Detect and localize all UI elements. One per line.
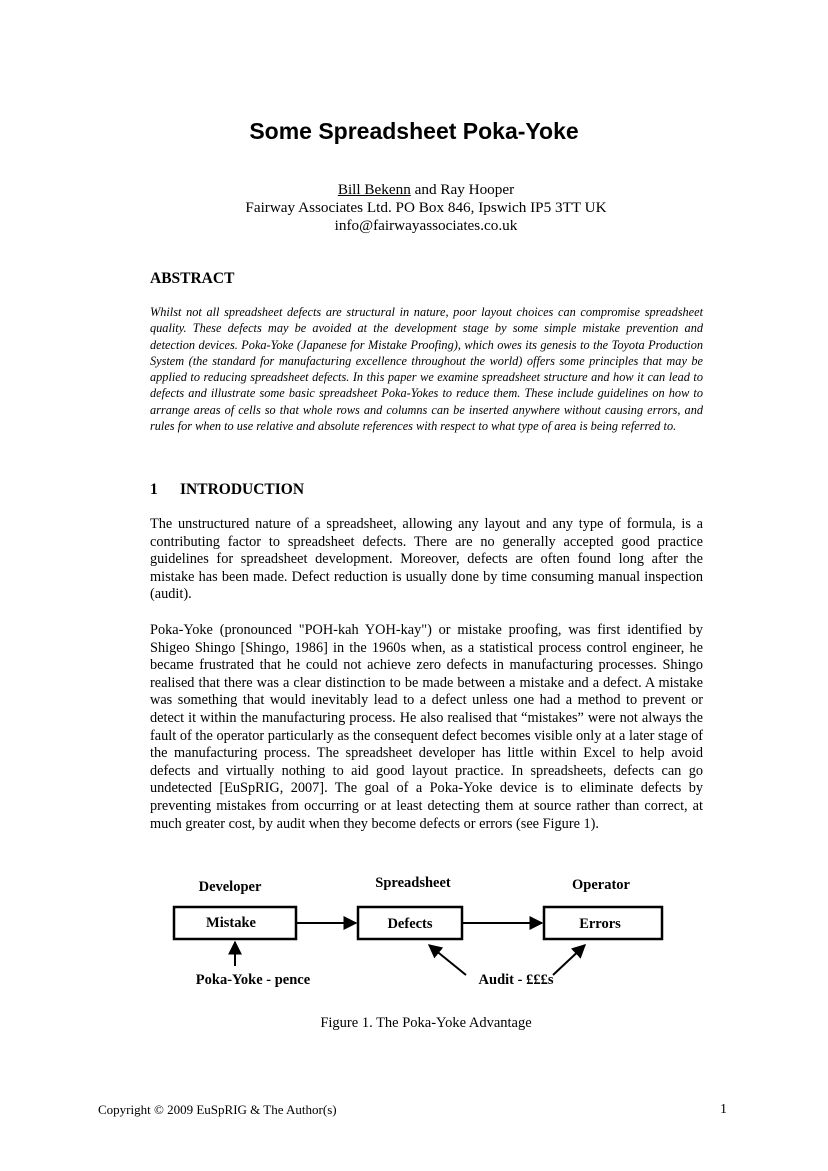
abstract-text: Whilst not all spreadsheet defects are structural in nature, poor layout choices can compromise spreadsheet quality. These defects may be avoided at the development stage by some simple mistake prevention and detection devices. Poka-Yoke (Japanese for Mistake Proofing), which owes its genesis to the Toyota Production System (the standard for manufacturing excellence throughout the world) offers some principles that may be applied to reducing spreadsheet defects. In this paper we examine spreadsheet structure and how it can lead to defects and illustrate some basic spreadsheet Poka-Yokes to reduce them. These include guidelines on how to arrange areas of cells so that whole rows and columns can be inserted anywhere without causing errors, and rules for when to use relative and absolute references with respect to what type of area is being referred to.	[150, 305, 703, 434]
author-line	[0, 181, 828, 199]
figure-caption: Figure 1. The Poka-Yoke Advantage	[320, 1015, 532, 1031]
arrow-audit-to-defects	[429, 945, 466, 975]
section-heading-introduction	[150, 481, 304, 499]
section-number: 1	[150, 481, 158, 498]
section-title: INTRODUCTION	[180, 481, 305, 498]
footer-page-number: 1	[720, 1102, 727, 1117]
label-spreadsheet: Spreadsheet	[375, 875, 451, 891]
author-block	[0, 181, 828, 235]
paper-title: Some Spreadsheet Poka-Yoke	[249, 118, 579, 144]
label-developer: Developer	[198, 879, 262, 895]
footer-copyright: Copyright © 2009 EuSpRIG & The Author(s)	[98, 1102, 337, 1117]
affiliation: Fairway Associates Ltd. PO Box 846, Ipswich IP5 3TT UK	[245, 199, 607, 216]
label-operator: Operator	[572, 877, 630, 893]
email: info@fairwayassociates.co.uk	[334, 217, 518, 234]
author-name-underlined: Bill Bekenn	[337, 181, 411, 198]
figure-poka-yoke-diagram	[0, 860, 828, 1000]
label-poka-yoke-pence: Poka-Yoke - pence	[195, 972, 311, 988]
label-audit-cost: Audit - £££s	[478, 972, 554, 988]
author-joiner: and Ray Hooper	[410, 181, 515, 198]
paragraph-2: Poka-Yoke (pronounced "POH-kah YOH-kay") or mistake proofing, was first identified by Shigeo Shingo [Shingo, 1986] in the 1960s when, as a statistical process control engineer, he became frustrated that he could not achieve zero defects in manufacturing processes. Shingo realised that there was a clear distinction to be made between a mistake and a defect. A mistake was something that would inevitably lead to a defect unless one had a method to prevent or detect it within the manufacturing process. He also realised that “mistakes” were not always the fault of the operator particularly as the consequent defect becomes visible only at a later stage of the manufacturing process. The spreadsheet developer has little within Excel to help avoid defects and virtually nothing to aid good layout practice. In spreadsheets, defects can go undetected [EuSpRIG, 2007]. The goal of a Poka-Yoke device is to eliminate defects by preventing mistakes from occurring or at least detecting them at source rather than correct, at much greater cost, by audit when they become defects or errors (see Figure 1).	[150, 622, 703, 832]
box-mistake-label: Mistake	[206, 915, 256, 931]
box-errors-label: Errors	[579, 916, 621, 932]
box-defects-label: Defects	[387, 916, 433, 932]
paragraph-1: The unstructured nature of a spreadsheet, allowing any layout and any type of formula, is a contributing factor to spreadsheet defects. There are no generally accepted good practice guidelines for spreadsheet development. Moreover, defects are often found long after the mistake has been made. Defect reduction is usually done by time consuming manual inspection (audit).	[150, 516, 703, 603]
abstract-heading: ABSTRACT	[150, 270, 235, 287]
arrow-audit-to-errors	[553, 945, 585, 975]
